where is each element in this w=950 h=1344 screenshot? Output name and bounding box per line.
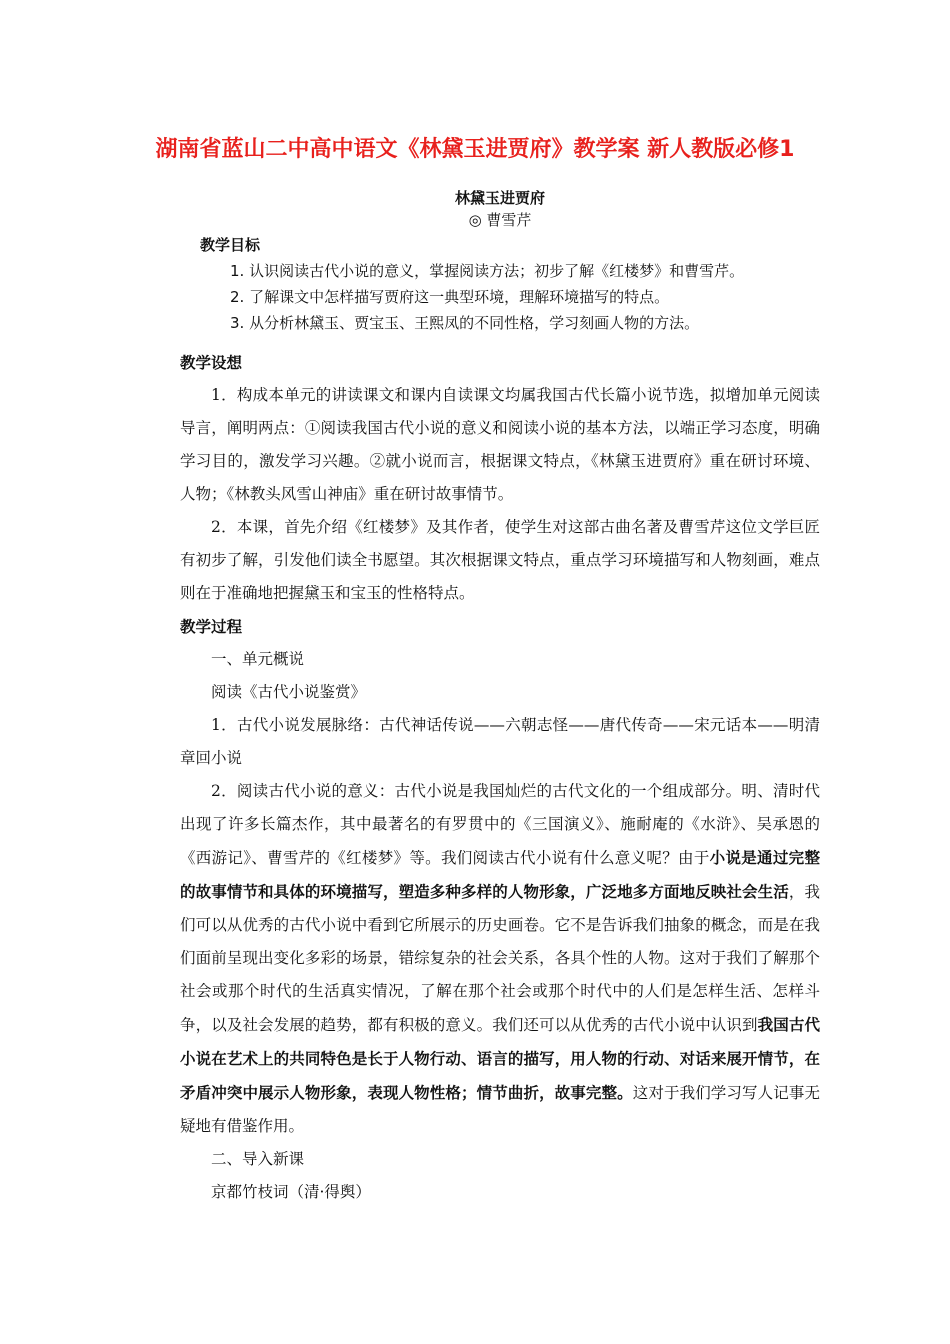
design-heading: 教学设想 [180,353,243,372]
document-body [180,346,820,1209]
text-run: 2．阅读古代小说的意义：古代小说是我国灿烂的古代文化的一个组成部分。明、清时代出现了许多长篇杰作，其中最著名的有罗贯中的《三国演义》、施耐庵的《水浒》、吴承恩的《西游记》、曹雪芹的《红楼梦》等。我们阅读古代小说有什么意义呢？由于 [180,782,820,867]
bold-run: 小说是通过完整的故事情节和具体的环境描写，塑造多种多样的人物形象，广泛地多方面地反映社会生活 [180,848,820,901]
reading-line: 阅读《古代小说鉴赏》 [211,683,367,701]
lesson-title: 林黛玉进贾府 [454,189,545,207]
goal-item: 2. 了解课文中怎样描写贾府这一典型环境，理解环境描写的特点。 [230,288,670,306]
section-heading-1: 一、单元概说 [211,650,305,668]
author-line: ◎ 曹雪芹 [468,211,532,229]
design-paragraph-2: 2．本课，首先介绍《红楼梦》及其作者，使学生对这部古曲名著及曹雪芹这位文学巨匠有初步了解，引发他们读全书愿望。其次根据课文特点，重点学习环境描写和人物刻画，难点则在于准确地把握黛玉和宝玉的性格特点。 [180,518,820,602]
section-heading-2: 二、导入新课 [211,1150,305,1168]
goal-item: 3. 从分析林黛玉、贾宝玉、王熙凤的不同性格，学习刻画人物的方法。 [230,314,700,332]
goals-heading: 教学目标 [200,236,261,254]
process-paragraph-2 [180,775,820,1143]
text-run: 这对于我们学习写人记事无疑地有借鉴作用。 [180,1084,820,1135]
goal-item: 1. 认识阅读古代小说的意义，掌握阅读方法；初步了解《红楼梦》和曹雪芹。 [230,262,745,280]
poem-title: 京都竹枝词（清·得舆） [211,1183,371,1201]
text-run: ，我们可以从优秀的古代小说中看到它所展示的历史画卷。它不是告诉我们抽象的概念，而是在我们面前呈现出变化多彩的场景，错综复杂的社会关系，各具个性的人物。这对于我们了解那个社会或那个时代的生活真实情况，了解在那个社会或那个时代中的人们是怎样生活、怎样斗争，以及社会发展的趋势，都有积极的意义。我们还可以从优秀的古代小说中认识到 [180,883,820,1034]
design-paragraph-1: 1．构成本单元的讲读课文和课内自读课文均属我国古代长篇小说节选，拟增加单元阅读导言，阐明两点：①阅读我国古代小说的意义和阅读小说的基本方法，以端正学习态度，明确学习目的，激发学习兴趣。②就小说而言，根据课文特点，《林黛玉进贾府》重在研讨环境、人物；《林教头风雪山神庙》重在研讨故事情节。 [180,386,820,503]
document-title: 湖南省蓝山二中高中语文《林黛玉进贾府》教学案 新人教版必修1 [155,137,795,162]
process-heading: 教学过程 [180,617,243,636]
bold-run: 我国古代小说在艺术上的共同特色是长于人物行动、语言的描写，用人物的行动、对话来展开情节，在矛盾冲突中展示人物形象，表现人物性格；情节曲折，故事完整。 [180,1015,820,1102]
process-paragraph-1: 1．古代小说发展脉络：古代神话传说——六朝志怪——唐代传奇——宋元话本——明清章回小说 [180,716,820,767]
goals-list [230,258,744,336]
